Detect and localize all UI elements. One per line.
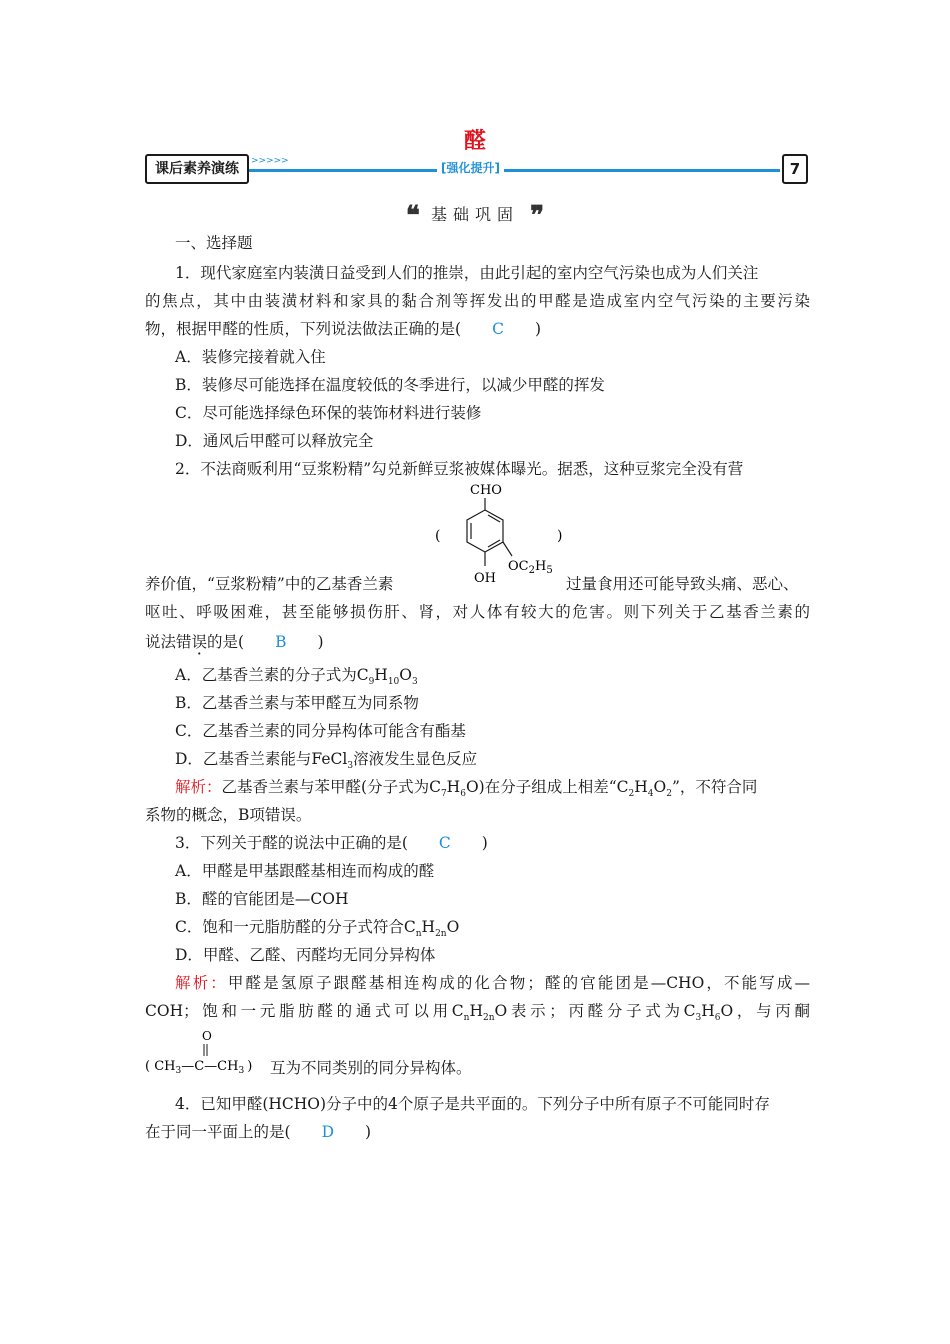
q2-option-a: A．乙基香兰素的分子式为$C_9H_{10}O_3$	[175, 666, 418, 688]
q1-option-d: D．通风后甲醛可以释放完全	[175, 432, 374, 450]
q3-option-d: D．甲醛、乙醛、丙醛均无同分异构体	[175, 946, 436, 964]
svg-text:O: O	[202, 1029, 212, 1043]
svg-text:( CH3—C—CH3): ( $CH_3—C—CH_3$ )	[145, 1059, 253, 1076]
svg-text:CHO: CHO	[470, 483, 502, 498]
q3-explanation-line3: 互为不同类别的同分异构体。	[270, 1059, 472, 1077]
explanation-label: 解析：	[175, 974, 228, 992]
section-heading	[0, 200, 950, 231]
banner-tag: 课后素养演练	[145, 154, 249, 184]
svg-text:OH: OH	[474, 571, 496, 586]
section-banner	[145, 154, 810, 182]
q3-line1: 3．下列关于醛的说法中正确的是( C )	[175, 834, 488, 852]
q2-option-c: C．乙基香兰素的同分异构体可能含有酯基	[175, 722, 466, 740]
q1-line3: 物，根据甲醛的性质，下列说法做法正确的是( C )	[145, 320, 541, 338]
q2-line2a: 养价值，“豆浆粉精”中的乙基香兰素	[145, 575, 394, 593]
q2-explanation-line1: 解析：乙基香兰素与苯甲醛(分子式为$C_7H_6O$)在分子组成上相差“$C_2H_4O_2$”，不符合同	[175, 778, 758, 800]
q1-option-a: A．装修完接着就入住	[175, 348, 326, 366]
q3-option-c: C．饱和一元脂肪醛的分子式符合$C_nH_{2n}O$	[175, 918, 460, 940]
banner-number: 7	[782, 154, 808, 184]
q1-option-b: B．装修尽可能选择在温度较低的冬季进行，以减少甲醛的挥发	[175, 376, 605, 394]
banner-line	[249, 169, 780, 172]
banner-arrows: >>>>>	[251, 156, 289, 166]
q1-answer: C	[492, 320, 504, 338]
q1-line1: 1．现代家庭室内装潢日益受到人们的推崇，由此引起的室内空气污染也成为人们关注	[175, 264, 759, 282]
q2-line1: 2．不法商贩利用“豆浆粉精”勾兑新鲜豆浆被媒体曝光。据悉，这种豆浆完全没有营	[175, 460, 744, 478]
banner-middle-label: [强化提升]	[437, 159, 504, 176]
emphasis-mark: 误	[191, 633, 208, 651]
q2-option-b: B．乙基香兰素与苯甲醛互为同系物	[175, 694, 419, 712]
close-quote-icon: ❞	[530, 200, 545, 231]
q4-answer: D	[321, 1123, 334, 1141]
q2-option-d: D．乙基香兰素能与FeCl$_3$溶液发生显色反应	[175, 750, 478, 772]
q4-line2: 在于同一平面上的是( D )	[145, 1123, 372, 1141]
q1-line2: 的焦点，其中由装潢材料和家具的黏合剂等挥发出的甲醛是造成室内空气污染的主要污染	[145, 292, 810, 310]
explanation-label: 解析：	[175, 778, 222, 796]
q2-line4: 说法错误的是( B )	[145, 633, 324, 651]
q3-option-a: A．甲醛是甲基跟醛基相连而构成的醛	[175, 862, 435, 880]
q2-answer: B	[275, 633, 287, 651]
svg-text:): )	[557, 528, 563, 544]
q4-line1: 4．已知甲醛(HCHO)分子中的4个原子是共平面的。下列分子中所有原子不可能同时存	[175, 1095, 770, 1113]
svg-text:OC2H5: $OC_2H_5$	[508, 559, 553, 576]
part-heading: 一、选择题	[175, 234, 253, 252]
svg-text:(: (	[435, 528, 441, 544]
q2-line2b: 过量食用还可能导致头痛、恶心、	[566, 575, 799, 593]
page-title: 醛	[463, 128, 486, 154]
q1-option-c: C．尽可能选择绿色环保的装饰材料进行装修	[175, 404, 482, 422]
q3-option-b: B．醛的官能团是—COH	[175, 890, 349, 908]
q3-explanation-line1: 解析：甲醛是氢原子跟醛基相连构成的化合物；醛的官能团是—CHO，不能写成—	[175, 974, 810, 992]
open-quote-icon: ❝	[405, 200, 420, 231]
section-label: 基础巩固	[430, 205, 519, 224]
q3-answer: C	[438, 834, 451, 852]
q2-line3: 呕吐、呼吸困难，甚至能够损伤肝、肾，对人体有较大的危害。则下列关于乙基香兰素的	[145, 603, 810, 621]
q2-explanation-line2: 系物的概念，B项错误。	[145, 806, 312, 824]
acetone-structure	[145, 1026, 265, 1082]
q3-explanation-line2: COH；饱和一元脂肪醛的通式可以用$C_nH_{2n}O$表示；丙醛分子式为$C_3H_6O$，与丙酮	[145, 1002, 810, 1024]
